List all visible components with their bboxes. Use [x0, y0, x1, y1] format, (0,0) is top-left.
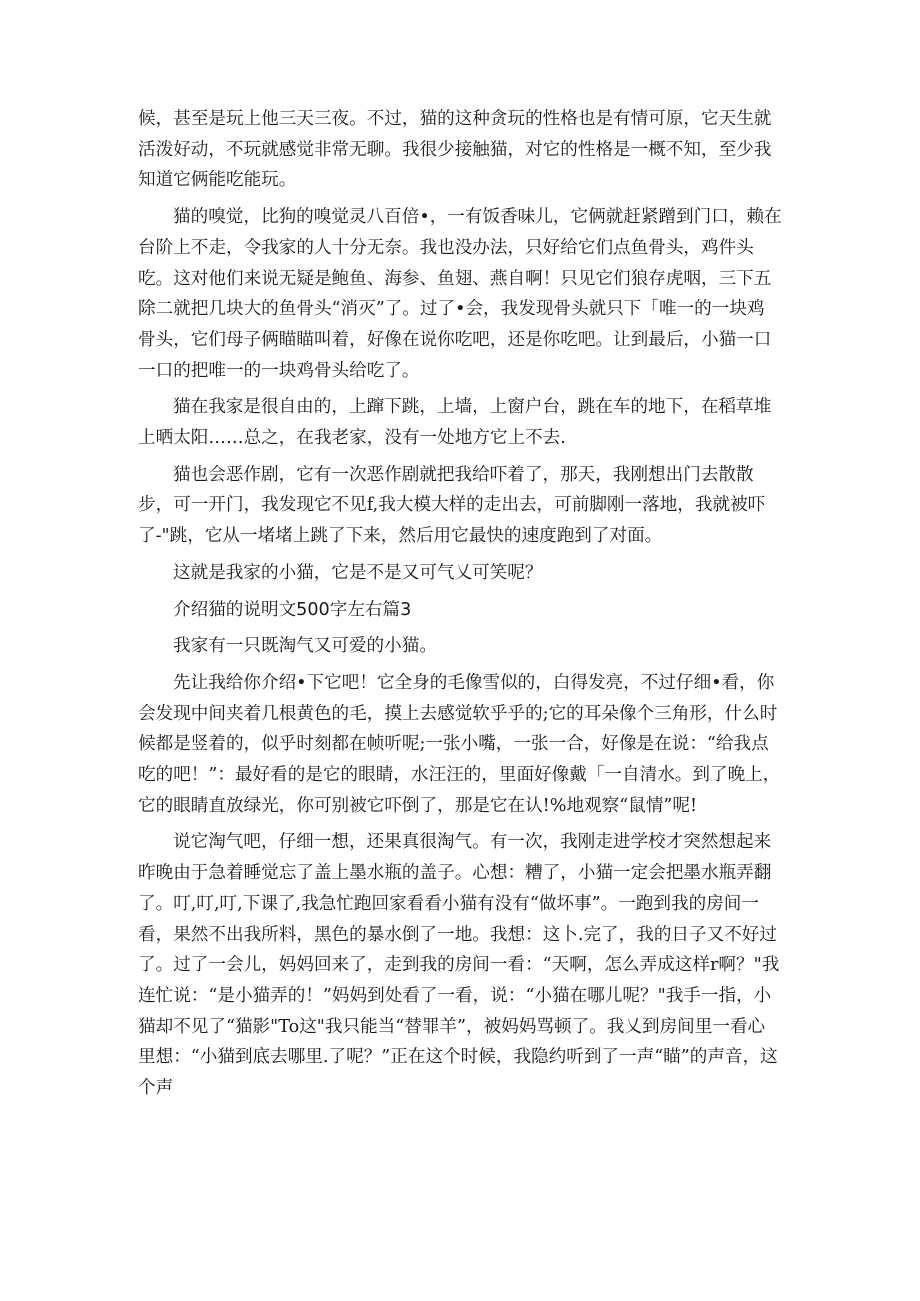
- paragraph-intro: 我家有一只既淘气又可爱的小猫。: [173, 636, 437, 657]
- paragraph-prank: 猫也会恶作剧，它有一次恶作剧就把我给吓着了，那天，我刚想出门去散散步，可一开门，我发现它不见f,我大模大样的走出去，可前脚刚一落地，我就被吓了-"跳，它从一堵堵上跳了下来，然后用它最快的速度跑到了对面。: [138, 464, 766, 547]
- paragraph-naughty: 说它淘气吧，仔细一想，还果真很淘气。有一次，我刚走进学校才突然想起来昨晚由于急着睡觉忘了盖上墨水瓶的盖子。心想：糟了，小猫一定会把墨水瓶弄翻了。叮,叮,叮,下课了,我急忙跑回家看看小猫有没有“做坏事”。一跑到我的房间一看，果然不出我所料，黑色的暴水倒了一地。我想：这卜.完了，我的日子又不好过了。过了一会儿，妈妈回来了，走到我的房间一看：“天啊，怎么弄成这样r啊？"我连忙说：“是小猫弄的！”妈妈到处看了一看，说：“小猫在哪儿呢？"我手一指，小猫却不见了“猫影"To这"我只能当“替罪羊”，被妈妈骂顿了。我乂到房间里一看心里想：“小猫到底去哪里.了呢？”正在这个时候，我隐约听到了一声“瞄”的声音，这个声: [138, 832, 780, 1099]
- document-body: [138, 104, 782, 1104]
- section-heading: 介绍猫的说明文500字左右篇3: [173, 599, 412, 620]
- paragraph-continuation: 候，甚至是玩上他三天三夜。不过，猫的这种贪玩的性格也是有情可原，它天生就活泼好动，不玩就感觉非常无聊。我很少接触猫，对它的性格是一概不知，至少我知道它俩能吃能玩。: [138, 109, 772, 191]
- paragraph-appearance: 先让我给你介绍•下它吧！它全身的毛像雪似的，白得发亮，不过仔细•看，你会发现中间夹着几根黄色的毛，摸上去感觉软乎乎的;它的耳朵像个三角形，什么时候都是竖着的，似乎时刻都在帧听呢;一张小嘴，一张一合，好像是在说：“给我点吃的吧！”：最好看的是它的眼睛，水汪汪的，里面好像戴「一自清水。到了晚上，它的眼睛直放绿光，你可别被它吓倒了，那是它在认!%地观察“鼠情”呢!: [138, 672, 781, 816]
- paragraph-smell: 猫的嗅觉，比狗的嗅觉灵八百倍•，一有饭香味儿，它俩就赶紧蹭到门口，赖在台阶上不走，令我家的人十分无奈。我也没办法，只好给它们点鱼骨头，鸡件头吃。这对他们来说无疑是鲍鱼、海参、鱼翅、燕自啊！只见它们狼存虎咽，三下五除二就把几块大的鱼骨头“消灭”了。过了•会，我发现骨头就只下「唯一的一块鸡骨头，它们母子俩瞄瞄叫着，好像在说你吃吧，还是你吃吧。让到最后，小猫一口一口的把唯一的一块鸡骨头给吃了。: [138, 207, 782, 381]
- paragraph-freedom: 猫在我家是很自由的，上蹿下跳，上墙，上窗户台，跳在车的地下，在稻草堆上晒太阳……总之，在我老家，没有一处地方它上不去.: [138, 397, 772, 449]
- paragraph-conclusion: 这就是我家的小猫，它是不是又可气乂可笑呢？: [173, 562, 543, 583]
